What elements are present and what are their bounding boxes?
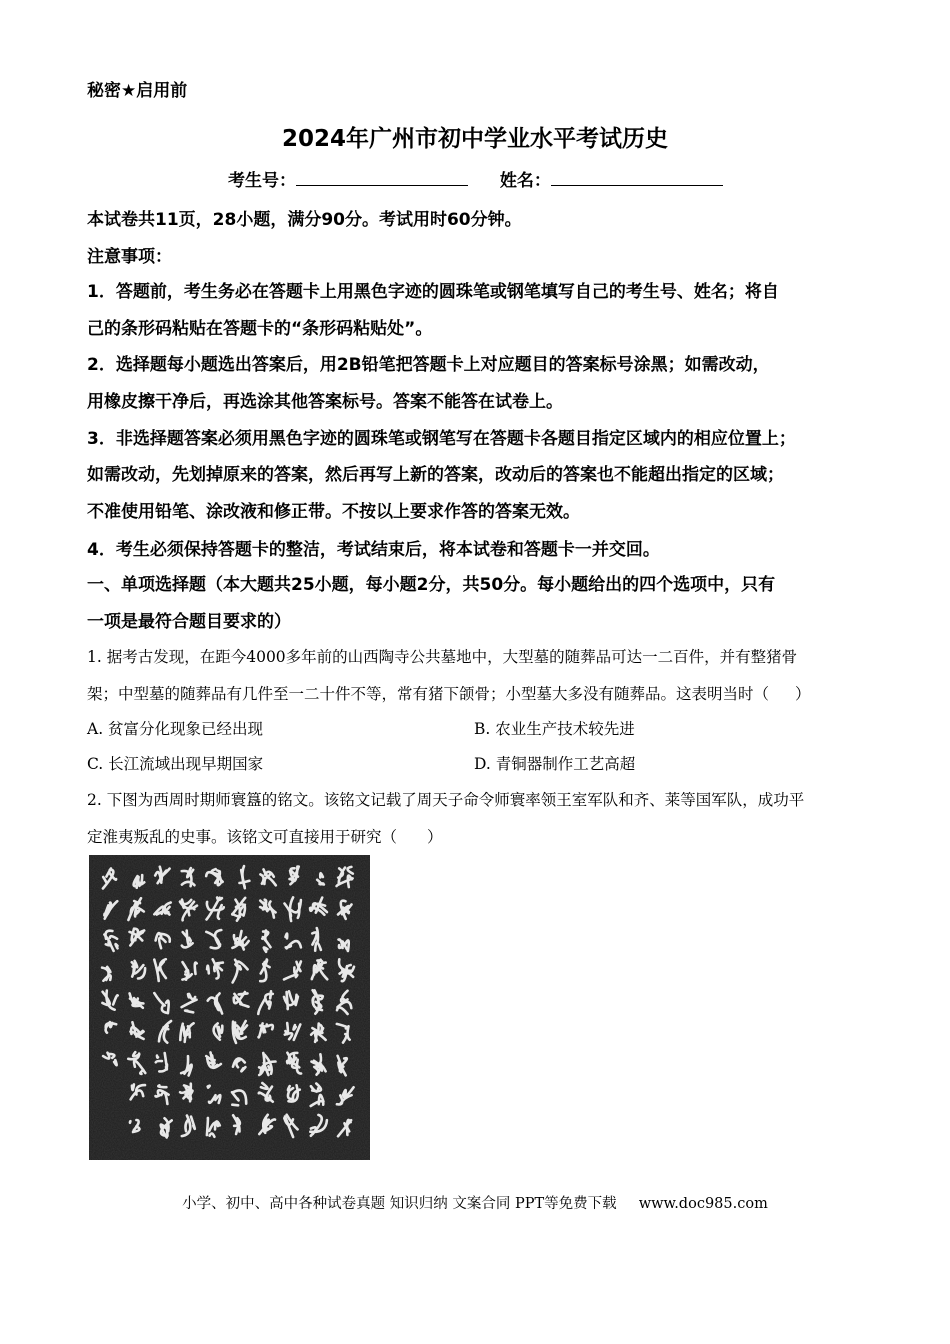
option-a: A. 贫富分化现象已经出现 [87, 720, 264, 738]
section-heading: 一、单项选择题（本大题共25小题，每小题2分，共50分。每小题给出的四个选项中，只有 [87, 575, 776, 595]
inscription-stroke [132, 1084, 134, 1090]
option-c: C. 长江流域出现早期国家 [87, 755, 264, 773]
inscription-stroke [320, 873, 323, 877]
question-1-text: 架；中型墓的随葬品有几件至一二十件不等，常有猪下颌骨；小型墓大多没有随葬品。这表明当时（ [87, 685, 770, 703]
inscription-stroke [287, 992, 288, 1009]
name-field [551, 169, 723, 186]
inscription-stroke [232, 1105, 238, 1106]
notes-heading: 注意事项： [87, 247, 172, 267]
bronze-inscription-rubbing-image [89, 855, 370, 1160]
page-footer [0, 1192, 950, 1213]
inscription-stroke [116, 944, 118, 948]
inscription-stroke [157, 1056, 158, 1058]
name-label: 姓名： [499, 171, 551, 191]
inscription-stroke [293, 1025, 295, 1029]
inscription-stroke [286, 934, 288, 939]
inscription-stroke [207, 1118, 208, 1135]
student-number-field [296, 169, 468, 186]
answer-paren: ） [795, 685, 811, 703]
option-b: B. 农业生产技术较先进 [474, 720, 635, 738]
inscription-stroke [239, 993, 248, 994]
note-line: 2．选择题每小题选出答案后，用2B铅笔把答题卡上对应题目的答案标号涂黑；如需改动， [87, 355, 770, 375]
note-line: 3．非选择题答案必须用黑色字迹的圆珠笔或钢笔写在答题卡各题目指定区域内的相应位置上； [87, 429, 796, 449]
inscription-stroke [208, 1086, 210, 1088]
note-line: 用橡皮擦干净后，再选涂其他答案标号。答案不能答在试卷上。 [87, 392, 563, 412]
note-line: 己的条形码粘贴在答题卡的“条形码粘贴处”。 [87, 319, 433, 339]
inscription-stroke [317, 928, 318, 941]
inscription-stroke [263, 1027, 265, 1033]
question-2-stem: 2. 下图为西周时期师寰簋的铭文。该铭文记载了周天子命令师寰率领王室军队和齐、莱等国军队，成功平 [87, 791, 805, 809]
inscription-stroke [320, 883, 324, 884]
question-2-stem-cont [87, 825, 443, 847]
inscription-stroke [269, 1001, 271, 1008]
section-heading-cont: 一项是最符合题目要求的） [87, 612, 291, 632]
question-1-stem-cont [87, 682, 811, 704]
inscription-stroke [114, 1060, 117, 1065]
option-d: D. 青铜器制作工艺高超 [474, 755, 636, 773]
confidential-label: 秘密★启用前 [87, 81, 188, 101]
note-line: 如需改动，先划掉原来的答案，然后再写上新的答案，改动后的答案也不能超出指定的区域； [87, 465, 784, 485]
inscription-stroke [190, 1084, 191, 1102]
question-1-stem: 1. 据考古发现，在距今4000多年前的山西陶寺公共墓地中，大型墓的随葬品可达一二百件，并有整猪骨 [87, 648, 798, 666]
candidate-info-row [228, 166, 723, 191]
inscription-stroke [264, 947, 268, 951]
inscription-stroke [156, 1061, 162, 1062]
footer-url: www.doc985.com [638, 1196, 768, 1212]
inscription-stroke [183, 1027, 184, 1036]
answer-paren: ） [427, 828, 443, 846]
inscription-stroke [109, 1023, 112, 1027]
inscription-stroke [188, 994, 190, 997]
exam-title: 2024年广州市初中学业水平考试历史 [281, 126, 668, 152]
note-line: 1．答题前，考生务必在答题卡上用黑色字迹的圆珠笔或钢笔填写自己的考生号、姓名；将自 [87, 282, 779, 302]
note-line: 不准使用铅笔、涂改液和修正带。不按以上要求作答的答案无效。 [87, 502, 580, 522]
note-line: 4．考生必须保持答题卡的整洁，考试结束后，将本试卷和答题卡一并交回。 [87, 540, 660, 560]
inscription-rubbing-graphic [89, 855, 370, 1160]
student-number-label: 考生号： [228, 171, 296, 191]
exam-intro: 本试卷共11页，28小题，满分90分。考试用时60分钟。 [87, 210, 522, 230]
question-2-text: 定淮夷叛乱的史事。该铭文可直接用于研究（ [87, 828, 398, 846]
footer-text: 小学、初中、高中各种试卷真题 知识归纳 文案合同 PPT等免费下载 [182, 1196, 617, 1212]
